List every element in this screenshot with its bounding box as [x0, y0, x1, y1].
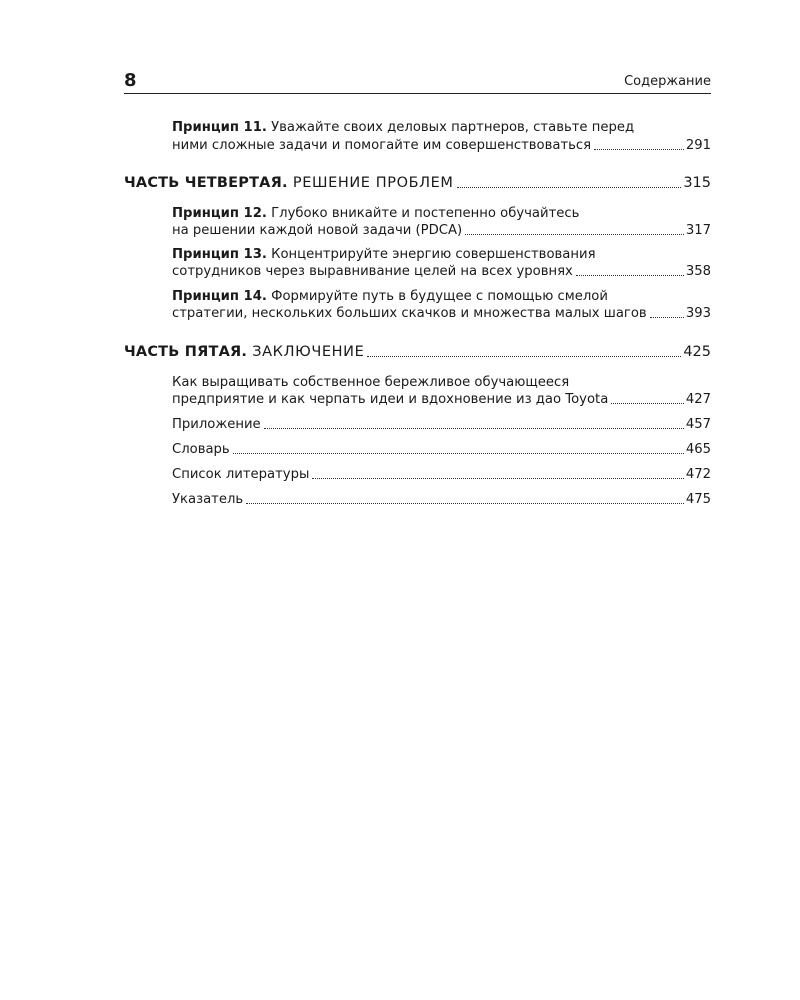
page-number: 8: [124, 70, 137, 91]
toc-entry-part-4: [124, 174, 711, 193]
index-title: Указатель: [172, 492, 244, 507]
principle-14-number: Принцип 14.: [172, 289, 267, 304]
toc-entry-glossary: [172, 440, 711, 459]
toc-entry-part-5: [124, 343, 711, 362]
dot-leader: [650, 317, 684, 318]
principle-11-page: 291: [685, 138, 711, 153]
principle-14-title-line1: Формируйте путь в будущее с помощью смелой: [266, 289, 608, 304]
appendix-title: Приложение: [172, 417, 261, 432]
appendix-page: 457: [685, 417, 711, 432]
toc-entry-principle-11: [172, 136, 711, 155]
part-4-label: ЧАСТЬ ЧЕТВЕРТАЯ.: [124, 175, 288, 191]
bibliography-title: Список литературы: [172, 467, 310, 482]
part-5-page: 425: [683, 344, 711, 360]
toc-entry-principle-12: [172, 221, 711, 240]
principle-13-number: Принцип 13.: [172, 247, 267, 262]
principle-13-title-line2: сотрудников через выравнивание целей на всех уровнях: [172, 264, 573, 279]
toc-entry-bibliography: [172, 465, 711, 484]
conclusion-title-line2: предприятие и как черпать идеи и вдохновение из дао Toyota: [172, 392, 609, 407]
toc-entry-appendix: [172, 415, 711, 434]
dot-leader: [246, 503, 684, 504]
dot-leader: [233, 453, 684, 454]
dot-leader: [594, 149, 684, 150]
header-rule: [124, 93, 711, 94]
principle-14-title-line2: стратегии, нескольких больших скачков и множества малых шагов: [172, 306, 647, 321]
part-4-title: РЕШЕНИЕ ПРОБЛЕМ: [287, 175, 454, 191]
glossary-title: Словарь: [172, 442, 230, 457]
dot-leader: [457, 187, 682, 188]
part-5-label: ЧАСТЬ ПЯТАЯ.: [124, 344, 248, 360]
principle-12-number: Принцип 12.: [172, 206, 267, 221]
page-header: [124, 70, 711, 94]
principle-11-title-line2: ними сложные задачи и помогайте им совершенствоваться: [172, 138, 592, 153]
principle-11-number: Принцип 11.: [172, 120, 267, 135]
principle-12-title-line1: Глубоко вникайте и постепенно обучайтесь: [266, 206, 580, 221]
bibliography-page: 472: [685, 467, 711, 482]
principle-12-title-line2: на решении каждой новой задачи (PDCA): [172, 223, 463, 238]
conclusion-page: 427: [685, 392, 711, 407]
dot-leader: [576, 275, 684, 276]
toc-entry-conclusion: [172, 390, 711, 409]
toc-entry-principle-11-line1: [172, 118, 711, 137]
glossary-page: 465: [685, 442, 711, 457]
dot-leader: [264, 428, 684, 429]
part-5-title: ЗАКЛЮЧЕНИЕ: [247, 344, 365, 360]
dot-leader: [367, 356, 681, 357]
part-4-page: 315: [683, 175, 711, 191]
principle-14-page: 393: [685, 306, 711, 321]
principle-13-page: 358: [685, 264, 711, 279]
toc-entry-principle-14: [172, 304, 711, 323]
running-title: Содержание: [624, 74, 711, 89]
dot-leader: [465, 234, 684, 235]
index-page: 475: [685, 492, 711, 507]
dot-leader: [312, 478, 683, 479]
principle-12-page: 317: [685, 223, 711, 238]
principle-13-title-line1: Концентрируйте энергию совершенствования: [266, 247, 596, 262]
principle-11-title-line1: Уважайте своих деловых партнеров, ставьте перед: [266, 120, 635, 135]
conclusion-title-line1: Как выращивать собственное бережливое обучающееся: [172, 375, 570, 390]
dot-leader: [611, 403, 684, 404]
toc-entry-index: [172, 490, 711, 509]
toc-entry-principle-13: [172, 262, 711, 281]
